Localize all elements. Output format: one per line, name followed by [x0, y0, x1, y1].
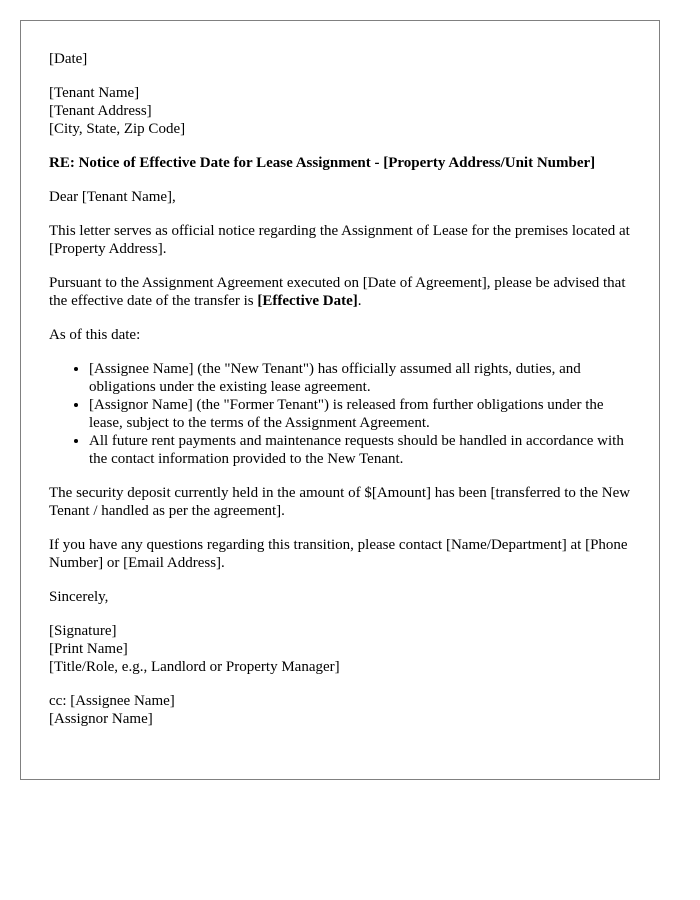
- signature-block: [49, 622, 631, 676]
- recipient-block: [49, 84, 631, 138]
- recipient-name: [Tenant Name]: [49, 85, 140, 101]
- letter-page: [20, 20, 660, 780]
- as-of-heading: As of this date:: [49, 327, 141, 343]
- cc-line-2: [Assignor Name]: [49, 711, 153, 727]
- closing: Sincerely,: [49, 589, 109, 605]
- cc-line-1: cc: [Assignee Name]: [49, 693, 175, 709]
- salutation: Dear [Tenant Name],: [49, 189, 176, 205]
- paragraph-deposit: The security deposit currently held in the amount of $[Amount] has been [transferred to the New Tenant / handled as per the agreement].: [49, 485, 631, 519]
- paragraph-effective-date-text: Pursuant to the Assignment Agreement executed on [Date of Agreement], please be advised that the effective date of the transfer is: [49, 275, 626, 309]
- list-item: • [Assignor Name] (the "Former Tenant") is released from further obligations under the lease, subject to the terms of the Assignment Agreement.: [89, 396, 631, 432]
- paragraph-effective-date: [49, 274, 631, 310]
- list-item: • All future rent payments and maintenance requests should be handled in accordance with the contact information provided to the New Tenant.: [89, 432, 631, 468]
- signature-line: [Signature]: [49, 623, 117, 639]
- cc-block: [49, 692, 631, 728]
- terms-list: [49, 360, 631, 468]
- paragraph-notice: This letter serves as official notice regarding the Assignment of Lease for the premises located at [Property Address].: [49, 223, 630, 257]
- print-name-line: [Print Name]: [49, 641, 128, 657]
- title-role-line: [Title/Role, e.g., Landlord or Property Manager]: [49, 659, 340, 675]
- subject-line: RE: Notice of Effective Date for Lease Assignment - [Property Address/Unit Number]: [49, 155, 596, 171]
- paragraph-questions: If you have any questions regarding this transition, please contact [Name/Department] at [Phone Number] or [Email Address].: [49, 537, 628, 571]
- recipient-city-state-zip: [City, State, Zip Code]: [49, 121, 186, 137]
- list-item: • [Assignee Name] (the "New Tenant") has officially assumed all rights, duties, and obligations under the existing lease agreement.: [89, 360, 631, 396]
- paragraph-effective-date-end: .: [357, 293, 362, 309]
- recipient-address: [Tenant Address]: [49, 103, 152, 119]
- letter-date: [Date]: [49, 51, 88, 67]
- effective-date-bold: [Effective Date]: [257, 293, 358, 309]
